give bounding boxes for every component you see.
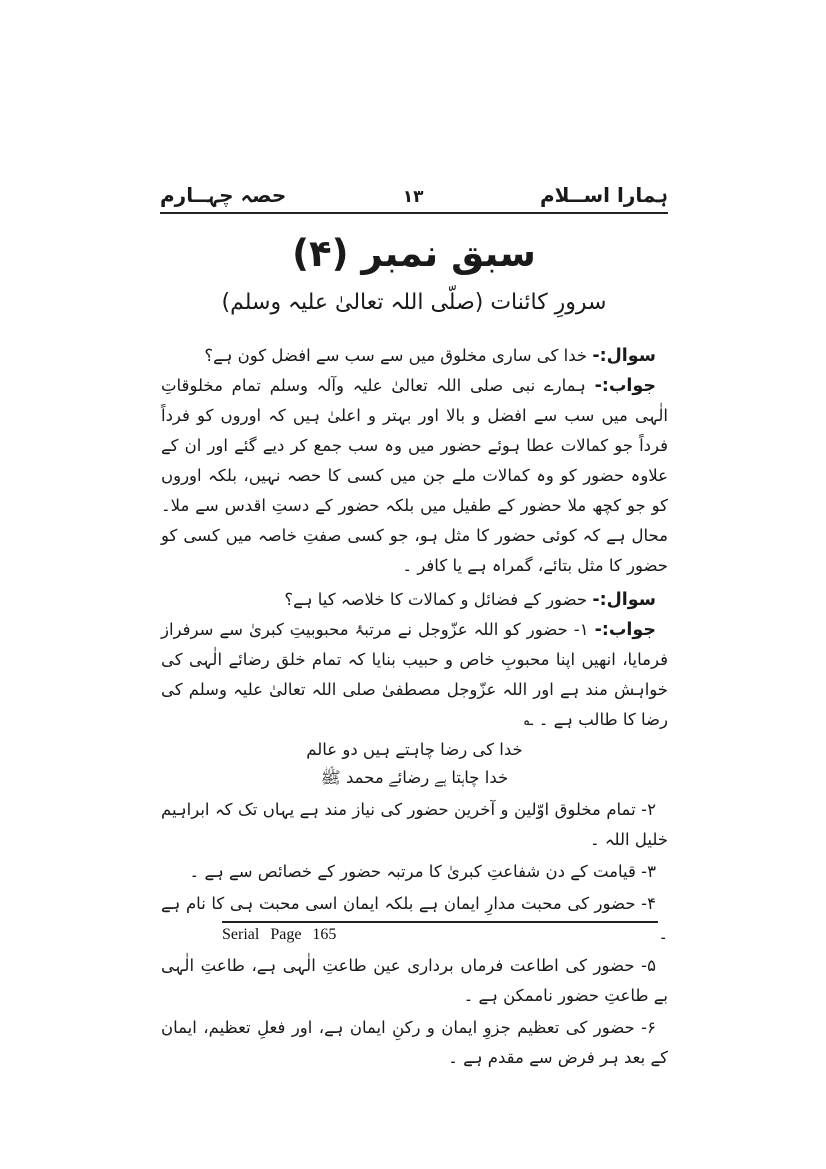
question-2: [161, 585, 668, 615]
lesson-subtitle: سرورِ کائنات (صلّی اللہ تعالیٰ علیہ وسلم): [221, 290, 607, 315]
question-2-text: حضور کے فضائل و کمالات کا خلاصہ کیا ہے؟: [284, 590, 588, 609]
point-5: ۵- حضور کی اطاعت فرماں برداری عین طاعتِ الٰہی ہے، طاعتِ الٰہی بے طاعتِ حضور ناممکن ہے ۔: [161, 956, 668, 1005]
answer-1-label: جواب:-: [594, 376, 656, 396]
header-book-title: ہمارا اســلام: [539, 183, 668, 207]
question-1: [161, 341, 668, 371]
couplet-line-1: خدا کی رضا چاہتے ہیں دو عالم: [306, 740, 523, 759]
point-3: ۳- قیامت کے دن شفاعتِ کبریٰ کا مرتبہ حضور کے خصائص سے ہے ۔: [189, 862, 656, 881]
page-number: ۱۳: [402, 187, 424, 207]
page-footer: [222, 921, 658, 944]
lesson-title: سبق نمبر (۴): [292, 232, 536, 275]
answer-2: [161, 615, 668, 735]
point-2: ۲- تمام مخلوق اوّلین و آخرین حضور کی نیاز مند ہے یہاں تک کہ ابراہیم خلیل اللہ ۔: [161, 800, 668, 849]
serial-page-label: Serial Page 165: [222, 926, 337, 943]
point-6: ۶- حضور کی تعظیم جزوِ ایمان و رکنِ ایمان ہے، اور فعلِ تعظیم، ایمان کے بعد ہر فرض سے مقدم ہے ۔: [161, 1018, 668, 1067]
answer-1-text: ہمارے نبی صلی اللہ تعالیٰ علیہ وآلہ وسلم تمام مخلوقاتِ الٰہی میں سب سے افضل و بالا اور بہتر و اعلیٰ ہیں کہ اوروں کو فرداً فرداً جو کمالات عطا ہوئے حضور میں وہ سب جمع کر دیے گئے اور ان کے علاوہ حضور کو وہ کمالات ملے جن میں کسی کا حصہ نہیں، بلکہ اوروں کو جو کچھ ملا حضور کے طفیل میں بلکہ حضور کے دستِ اقدس سے ملا۔ محال ہے کہ کوئی حضور کا مثل ہو، جو کسی صفتِ خاصہ میں کسی کو حضور کا مثل بتائے، گمراہ ہے یا کافر ۔: [161, 376, 668, 575]
couplet-line-2: خدا چاہتا ہے رضائے محمد ﷺ: [320, 768, 509, 787]
lesson-body: [161, 341, 668, 1075]
header-volume-title: حصہ چہــارم: [160, 183, 287, 207]
footer-rule: [222, 921, 658, 923]
question-2-label: سوال:-: [592, 590, 656, 610]
question-1-label: سوال:-: [592, 346, 656, 366]
answer-2-text: ۱- حضور کو اللہ عزّوجل نے مرتبۂ محبوبیتِ کبریٰ سے سرفراز فرمایا، انھیں اپنا محبوبِ خاص و حبیب بنایا کہ تمام خلق رضائے الٰہی کی خواہش مند ہے اور اللہ عزّوجل مصطفیٰ صلی اللہ تعالیٰ علیہ وسلم کی رضا کا طالب ہے ۔ ؎: [161, 620, 668, 729]
point-4: ۴- حضور کی محبت مدارِ ایمان ہے بلکہ ایمان اسی محبت ہی کا نام ہے ۔: [161, 894, 668, 943]
answer-2-label: جواب:-: [594, 620, 656, 640]
answer-1: [161, 371, 668, 581]
page-header: [160, 183, 668, 214]
question-1-text: خدا کی ساری مخلوق میں سے سب سے افضل کون ہے؟: [204, 346, 588, 365]
couplet: [161, 736, 668, 792]
